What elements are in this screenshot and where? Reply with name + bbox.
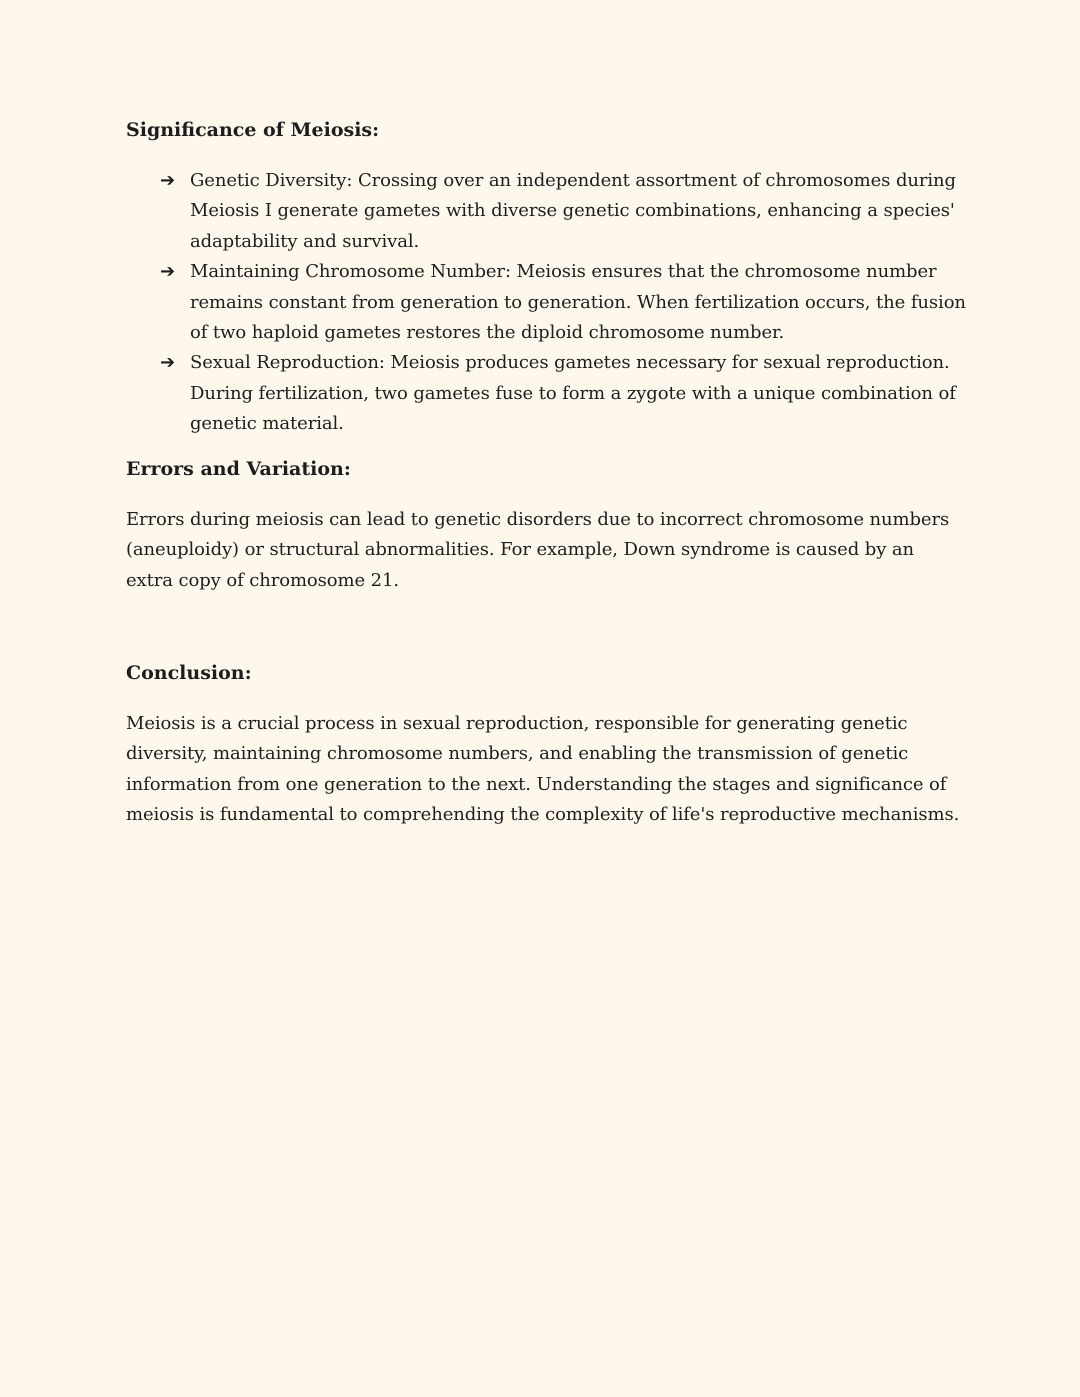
significance-section <box>126 118 966 440</box>
significance-list <box>126 166 966 440</box>
errors-heading: Errors and Variation: <box>126 458 351 480</box>
right-arrow-icon: ➔ <box>160 352 175 374</box>
list-item <box>126 348 966 439</box>
conclusion-section <box>126 661 966 831</box>
list-item <box>126 166 966 257</box>
right-arrow-icon: ➔ <box>160 261 175 283</box>
significance-heading: Significance of Meiosis: <box>126 119 380 141</box>
list-item <box>126 257 966 348</box>
list-item-text: Sexual Reproduction: Meiosis produces gametes necessary for sexual reproduction. During fertilization, two gametes fuse to form a zygote with a unique combination of genetic material. <box>190 352 956 435</box>
list-item-text: Genetic Diversity: Crossing over an independent assortment of chromosomes during Meiosis I generate gametes with diverse genetic combinations, enhancing a species' adaptability and survival. <box>190 170 956 252</box>
list-item-text: Maintaining Chromosome Number: Meiosis ensures that the chromosome number remains constant from generation to generation. When fertilization occurs, the fusion of two haploid gametes restores the diploid chromosome number. <box>190 261 966 344</box>
conclusion-heading: Conclusion: <box>126 662 252 684</box>
right-arrow-icon: ➔ <box>160 170 175 191</box>
errors-paragraph: Errors during meiosis can lead to genetic disorders due to incorrect chromosome numbers (aneuploidy) or structural abnormalities. For example, Down syndrome is caused by an extra copy of chromosome 21. <box>126 509 950 591</box>
conclusion-paragraph: Meiosis is a crucial process in sexual reproduction, responsible for generating genetic diversity, maintaining chromosome numbers, and enabling the transmission of genetic information from one generation to the next. Understanding the stages and significance of meiosis is fundamental to comprehending the complexity of life's reproductive mechanisms. <box>126 713 960 826</box>
errors-section <box>126 457 966 596</box>
